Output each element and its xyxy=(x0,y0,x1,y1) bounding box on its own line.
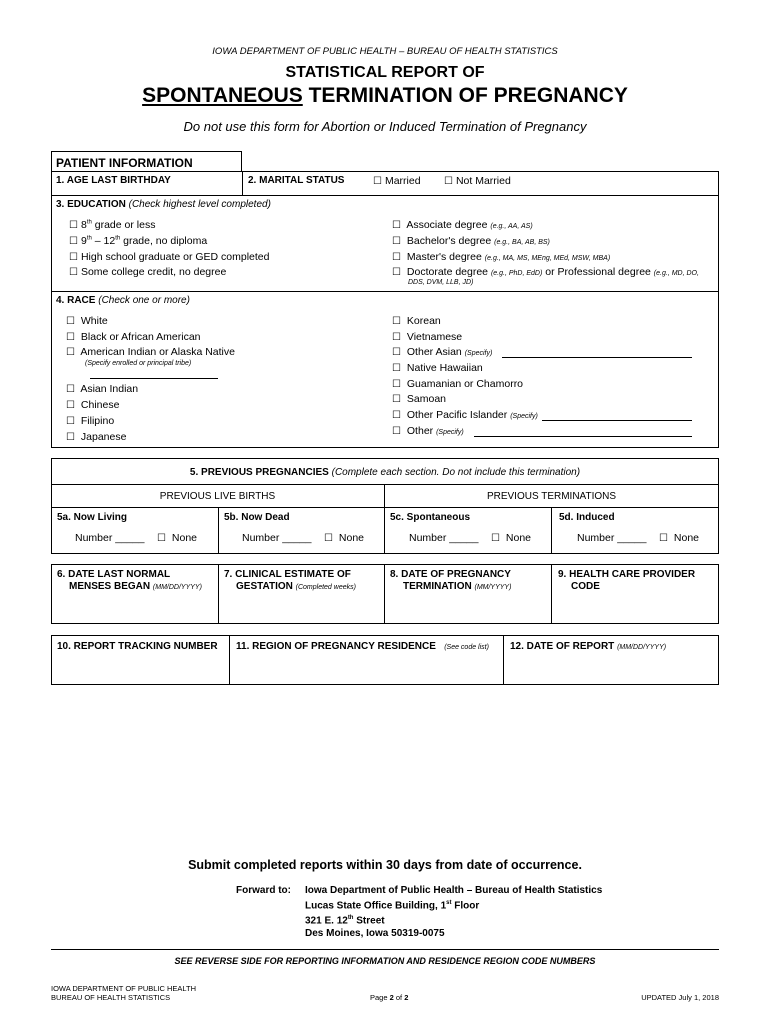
edu-college-label: Some college credit, no degree xyxy=(80,266,227,278)
checkbox-icon[interactable]: ☐ xyxy=(157,533,166,544)
married-label: Married xyxy=(384,175,421,187)
edu-8th-option[interactable] xyxy=(69,219,155,231)
field11-label-line[interactable] xyxy=(236,641,489,652)
checkbox-icon[interactable]: ☐ xyxy=(444,176,453,187)
form-subtitle: Do not use this form for Abortion or Induced Termination of Pregnancy xyxy=(183,119,587,134)
specify-note: (Specify) xyxy=(464,350,493,357)
field12-label-line[interactable] xyxy=(510,641,666,652)
address-line3-text: 321 E. 12 xyxy=(305,915,348,927)
checkbox-icon[interactable]: ☐ xyxy=(373,176,382,187)
race-label: 4. RACE xyxy=(56,295,96,306)
field7-label-line2 xyxy=(236,581,356,592)
race-other-asian-label: Other Asian xyxy=(406,346,462,358)
divider xyxy=(51,484,719,485)
edu-professional-example-cont: DDS, DVM, LLB, JD) xyxy=(408,279,474,286)
edu-hs-option[interactable] xyxy=(69,251,270,263)
edu-master-option[interactable] xyxy=(392,251,610,263)
field6-label-line1[interactable]: 6. DATE LAST NORMAL xyxy=(57,569,171,580)
education-label: 3. EDUCATION xyxy=(56,199,126,210)
edu-12-num: – 12 xyxy=(91,235,116,247)
address-line2 xyxy=(305,897,602,912)
page-of: of xyxy=(393,993,405,1002)
divider xyxy=(229,635,230,685)
now-living-none-option[interactable] xyxy=(157,532,197,544)
field6-label-bold: MENSES BEGAN xyxy=(69,581,151,592)
page-number xyxy=(370,993,408,1002)
edu-professional-example: (e.g., MD, DO, xyxy=(653,270,699,277)
checkbox-icon[interactable]: ☐ xyxy=(392,267,401,278)
race-filipino-option[interactable] xyxy=(66,415,114,427)
not-married-label: Not Married xyxy=(455,175,511,187)
marital-label: 2. MARITAL STATUS xyxy=(248,175,345,186)
race-black-option[interactable] xyxy=(66,331,201,343)
checkbox-icon[interactable]: ☐ xyxy=(491,533,500,544)
race-guamanian-label: Guamanian or Chamorro xyxy=(406,378,524,390)
address-line2-text: Lucas State Office Building, 1 xyxy=(305,900,447,912)
submit-instruction: Submit completed reports within 30 days from date of occurrence. xyxy=(188,858,582,872)
edu-8th-num: 8 xyxy=(80,219,87,231)
race-samoan-option[interactable] xyxy=(392,393,446,405)
edu-9-sup: th xyxy=(86,235,92,242)
pregnancies-title: 5. PREVIOUS PREGNANCIES xyxy=(189,467,329,478)
other-pi-input-line[interactable] xyxy=(542,420,692,421)
spontaneous-number[interactable]: Number _____ xyxy=(409,532,479,544)
race-vietnamese-option[interactable] xyxy=(392,331,462,343)
footer-dept-line1: IOWA DEPARTMENT OF PUBLIC HEALTH xyxy=(51,984,197,993)
checkbox-icon[interactable]: ☐ xyxy=(392,252,401,263)
edu-8th-label: grade or less xyxy=(91,219,156,231)
education-heading xyxy=(56,199,271,210)
field11-label: 11. REGION OF PREGNANCY RESIDENCE xyxy=(236,641,436,652)
induced-label: 5d. Induced xyxy=(559,512,615,523)
agency-header: IOWA DEPARTMENT OF PUBLIC HEALTH – BUREAU OF HEALTH STATISTICS xyxy=(212,46,558,57)
checkbox-icon[interactable]: ☐ xyxy=(392,316,401,327)
field9-label-line2: CODE xyxy=(571,581,600,592)
checkbox-icon[interactable]: ☐ xyxy=(69,252,78,263)
divider xyxy=(384,564,385,624)
checkbox-icon[interactable]: ☐ xyxy=(66,347,75,358)
checkbox-icon[interactable]: ☐ xyxy=(324,533,333,544)
field7-label-bold: GESTATION xyxy=(236,581,293,592)
checkbox-icon[interactable]: ☐ xyxy=(392,220,401,231)
race-aian-label: American Indian or Alaska Native xyxy=(80,346,235,358)
now-living-number[interactable]: Number _____ xyxy=(75,532,145,544)
race-korean-option[interactable] xyxy=(392,315,441,327)
checkbox-icon[interactable]: ☐ xyxy=(392,379,401,390)
divider xyxy=(218,507,219,554)
patient-info-heading: PATIENT INFORMATION xyxy=(56,156,193,170)
footer-dept xyxy=(51,984,196,1002)
address-line3-street: Street xyxy=(353,915,385,927)
address-line1: Iowa Department of Public Health – Bureau of Health Statistics xyxy=(305,885,603,896)
specify-note: (Specify) xyxy=(510,413,538,420)
race-filipino-label: Filipino xyxy=(80,415,115,427)
race-other-asian-option[interactable] xyxy=(392,346,492,358)
mailing-address xyxy=(305,885,602,940)
edu-bach-option[interactable] xyxy=(392,235,550,247)
edu-9-12-option[interactable] xyxy=(69,235,207,247)
married-option[interactable] xyxy=(373,175,421,187)
edu-assoc-label: Associate degree xyxy=(406,219,488,231)
race-asian-indian-option[interactable] xyxy=(66,383,138,395)
checkbox-icon[interactable]: ☐ xyxy=(66,384,75,395)
page-total: 2 xyxy=(404,993,409,1002)
divider xyxy=(218,564,219,624)
now-dead-none-option[interactable] xyxy=(324,532,364,544)
field8-format: (MM/YYYY) xyxy=(474,584,512,591)
race-aian-option[interactable] xyxy=(66,346,235,358)
race-other-pi-option[interactable] xyxy=(392,409,538,421)
address-line2-floor: Floor xyxy=(451,900,480,912)
induced-none-option[interactable] xyxy=(659,532,699,544)
none-label: None xyxy=(505,532,531,544)
race-asian-indian-label: Asian Indian xyxy=(80,383,139,395)
field6-format: (MM/DD/YYYY) xyxy=(152,584,202,591)
edu-9-12-label: grade, no diploma xyxy=(120,235,208,247)
address-line4: Des Moines, Iowa 50319-0075 xyxy=(305,927,445,939)
field8-label-bold: TERMINATION xyxy=(403,581,472,592)
checkbox-icon[interactable]: ☐ xyxy=(392,426,401,437)
address-line3-sup: th xyxy=(347,915,354,922)
now-dead-number[interactable]: Number _____ xyxy=(242,532,312,544)
race-chinese-label: Chinese xyxy=(80,399,120,411)
form-title-line1: STATISTICAL REPORT OF xyxy=(285,64,485,81)
page-current: 2 xyxy=(389,993,394,1002)
edu-8th-sup: th xyxy=(86,219,92,226)
edu-bach-label: Bachelor's degree xyxy=(406,235,492,247)
other-asian-input-line[interactable] xyxy=(502,357,692,358)
checkbox-icon[interactable]: ☐ xyxy=(392,410,401,421)
race-black-label: Black or African American xyxy=(80,331,201,343)
edu-doctor-label: Doctorate degree xyxy=(406,266,489,278)
field12-label: 12. DATE OF REPORT xyxy=(510,641,615,652)
field8-label-line2 xyxy=(403,581,511,592)
checkbox-icon[interactable]: ☐ xyxy=(392,332,401,343)
checkbox-icon[interactable]: ☐ xyxy=(66,400,75,411)
checkbox-icon[interactable]: ☐ xyxy=(69,236,78,247)
spontaneous-none-option[interactable] xyxy=(491,532,531,544)
education-note: (Check highest level completed) xyxy=(128,199,271,210)
spontaneous-label: 5c. Spontaneous xyxy=(390,512,471,523)
edu-college-option[interactable] xyxy=(69,266,226,278)
terminations-heading: PREVIOUS TERMINATIONS xyxy=(486,491,617,502)
race-hawaiian-option[interactable] xyxy=(392,362,483,374)
race-other-option[interactable] xyxy=(392,425,464,437)
checkbox-icon[interactable]: ☐ xyxy=(66,332,75,343)
specify-note: (Specify) xyxy=(436,429,464,436)
age-label[interactable]: 1. AGE LAST BIRTHDAY xyxy=(56,175,171,186)
edu-12-sup: th xyxy=(115,235,121,242)
field6-label-line2 xyxy=(69,581,202,592)
divider xyxy=(551,507,552,554)
race-note: (Check one or more) xyxy=(98,295,190,306)
forward-to-label: Forward to: xyxy=(236,885,291,896)
tribe-note: (Specify enrolled or principal tribe) xyxy=(85,360,192,367)
induced-number[interactable]: Number _____ xyxy=(577,532,647,544)
field7-label-line1[interactable]: 7. CLINICAL ESTIMATE OF xyxy=(224,569,351,580)
address-line3 xyxy=(305,912,602,927)
address-line2-sup: st xyxy=(446,900,452,906)
field8-label-line1[interactable]: 8. DATE OF PREGNANCY xyxy=(390,569,511,580)
race-hawaiian-label: Native Hawaiian xyxy=(406,362,483,374)
edu-master-example: (e.g., MA, MS, MEng, MEd, MSW, MBA) xyxy=(484,255,611,262)
footer-divider xyxy=(51,949,719,950)
field10-label[interactable]: 10. REPORT TRACKING NUMBER xyxy=(57,641,218,652)
updated-date: UPDATED July 1, 2018 xyxy=(641,993,719,1002)
edu-assoc-option[interactable] xyxy=(392,219,533,231)
checkbox-icon[interactable]: ☐ xyxy=(392,347,401,358)
race-chinese-option[interactable] xyxy=(66,399,119,411)
field9-label-line1[interactable]: 9. HEALTH CARE PROVIDER xyxy=(558,569,696,580)
field11-note: (See code list) xyxy=(444,644,489,651)
edu-9-num: 9 xyxy=(80,235,87,247)
checkbox-icon[interactable]: ☐ xyxy=(66,416,75,427)
divider xyxy=(503,635,504,685)
checkbox-icon[interactable]: ☐ xyxy=(659,533,668,544)
checkbox-icon[interactable]: ☐ xyxy=(69,220,78,231)
checkbox-icon[interactable]: ☐ xyxy=(69,267,78,278)
race-white-label: White xyxy=(80,315,108,327)
reverse-side-note: SEE REVERSE SIDE FOR REPORTING INFORMATION AND RESIDENCE REGION CODE NUMBERS xyxy=(174,956,596,966)
race-guamanian-option[interactable] xyxy=(392,378,523,390)
not-married-option[interactable] xyxy=(444,175,511,187)
race-other-pi-label: Other Pacific Islander xyxy=(406,409,508,421)
race-samoan-label: Samoan xyxy=(406,393,446,405)
field7-format: (Completed weeks) xyxy=(295,584,356,591)
edu-bach-example: (e.g., BA, AB, BS) xyxy=(494,239,550,246)
live-births-heading: PREVIOUS LIVE BIRTHS xyxy=(159,491,276,502)
pregnancies-note: (Complete each section. Do not include this termination) xyxy=(331,467,581,478)
edu-hs-label: High school graduate or GED completed xyxy=(80,251,270,263)
edu-assoc-example: (e.g., AA, AS) xyxy=(490,223,533,230)
field12-format: (MM/DD/YYYY) xyxy=(617,644,667,651)
divider xyxy=(51,507,719,508)
page-label: Page xyxy=(370,993,390,1002)
checkbox-icon[interactable]: ☐ xyxy=(392,394,401,405)
checkbox-icon[interactable]: ☐ xyxy=(392,236,401,247)
now-dead-label: 5b. Now Dead xyxy=(224,512,290,523)
other-race-input-line[interactable] xyxy=(474,436,692,437)
edu-doctor-example: (e.g., PhD, EdD) xyxy=(490,270,543,277)
edu-master-label: Master's degree xyxy=(406,251,482,263)
race-vietnamese-label: Vietnamese xyxy=(406,331,463,343)
checkbox-icon[interactable]: ☐ xyxy=(66,316,75,327)
edu-doctor-option[interactable] xyxy=(392,266,699,278)
now-living-label: 5a. Now Living xyxy=(57,512,128,523)
race-other-label: Other xyxy=(406,425,434,437)
race-japanese-option[interactable] xyxy=(66,431,126,443)
race-heading xyxy=(56,295,190,306)
race-japanese-label: Japanese xyxy=(80,431,127,443)
race-white-option[interactable] xyxy=(66,315,108,327)
race-korean-label: Korean xyxy=(406,315,441,327)
divider xyxy=(242,171,243,196)
divider xyxy=(551,564,552,624)
checkbox-icon[interactable]: ☐ xyxy=(66,432,75,443)
none-label: None xyxy=(171,532,197,544)
title-underlined-word: SPONTANEOUS xyxy=(142,84,303,107)
race-section xyxy=(51,291,719,448)
none-label: None xyxy=(673,532,699,544)
tribe-input-line[interactable] xyxy=(90,378,218,379)
pregnancies-heading xyxy=(51,467,719,478)
title-rest: TERMINATION OF PREGNANCY xyxy=(302,84,628,107)
form-title-line2 xyxy=(0,84,770,108)
none-label: None xyxy=(338,532,364,544)
checkbox-icon[interactable]: ☐ xyxy=(392,363,401,374)
footer-dept-line2: BUREAU OF HEALTH STATISTICS xyxy=(51,993,171,1002)
edu-professional-label: or Professional degree xyxy=(542,266,654,278)
